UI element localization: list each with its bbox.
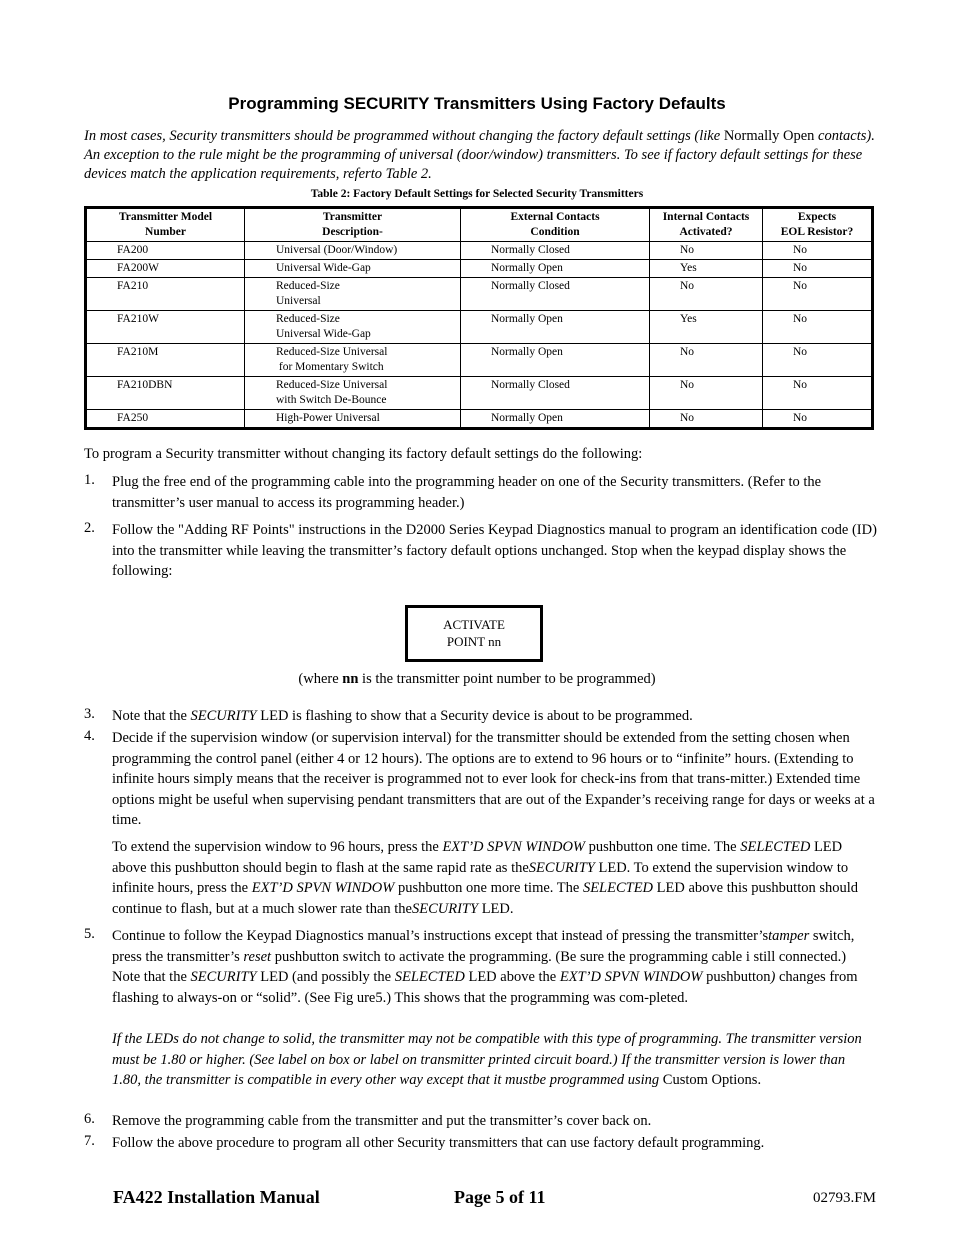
cell-model: FA200: [86, 242, 245, 260]
cell-external: Normally Open: [461, 344, 650, 377]
footer-document-code: 02793.FM: [813, 1190, 876, 1206]
intro-text-cont: contacts). An exception to the rule might be the programming of universal (door/window) transmitters. To see if factory default settings for these devices match the application requirements, referto Table 2.: [84, 128, 875, 182]
table-row: [86, 242, 873, 260]
step-3-text: Note that the SECURITY LED is flashing to show that a Security device is about to be programmed.: [112, 708, 693, 724]
step-number: 4.: [84, 728, 95, 744]
step-number: 6.: [84, 1111, 95, 1127]
header-eol-resistor: Expects EOL Resistor?: [763, 208, 873, 242]
table-row: [86, 410, 873, 429]
where-note: (where nn is the transmitter point number to be programmed): [298, 671, 656, 687]
cell-eol: No: [763, 242, 873, 260]
step-number: 1.: [84, 472, 95, 488]
cell-internal: No: [650, 377, 763, 410]
step-number: 3.: [84, 706, 95, 722]
cell-eol: No: [763, 311, 873, 344]
cell-description: Reduced-Size Universal for Momentary Switch: [245, 344, 461, 377]
table-row: [86, 278, 873, 311]
step-6-text: Remove the programming cable from the transmitter and put the transmitter’s cover back on.: [112, 1113, 652, 1129]
step-number: 5.: [84, 926, 95, 942]
cell-model: FA210W: [86, 311, 245, 344]
cell-model: FA210DBN: [86, 377, 245, 410]
cell-description: Reduced-Size Universal: [245, 278, 461, 311]
step-5-note: If the LEDs do not change to solid, the transmitter may not be compatible with this type of programming. The transmitter version must be 1.80 or higher. (See label on box or label on transmitter printed circuit board.) If the transmitter version is lower than 1.80, the transmitter is compatible in every other way except that it mustbe programmed using Custom Options.: [112, 1031, 862, 1088]
display-line-2: POINT nn: [446, 634, 502, 649]
intro-text: In most cases, Security transmitters should be programmed without changing the factory default settings (like: [84, 128, 724, 144]
defaults-table: [84, 206, 874, 430]
cell-description: Universal (Door/Window): [245, 242, 461, 260]
cell-model: FA210: [86, 278, 245, 311]
header-description: Transmitter Description-: [245, 208, 461, 242]
header-model: Transmitter Model Number: [86, 208, 245, 242]
footer-manual-title: FA422 Installation Manual: [113, 1187, 320, 1207]
cell-description: Reduced-Size Universal with Switch De-Bounce: [245, 377, 461, 410]
step-7-text: Follow the above procedure to program all other Security transmitters that can use factory default programming.: [112, 1135, 765, 1151]
cell-external: Normally Closed: [461, 242, 650, 260]
cell-eol: No: [763, 377, 873, 410]
table-row: [86, 344, 873, 377]
cell-external: Normally Open: [461, 260, 650, 278]
cell-eol: No: [763, 410, 873, 429]
cell-internal: No: [650, 344, 763, 377]
cell-description: Reduced-Size Universal Wide-Gap: [245, 311, 461, 344]
cell-description: Universal Wide-Gap: [245, 260, 461, 278]
step-5-text: Continue to follow the Keypad Diagnostics manual’s instructions except that instead of pressing the transmitter’stamper switch, press the transmitter’s reset pushbutton switch to activate the programming. (Be sure the programming cable i still connected.) Note that the SECURITY LED (and possibly the SELECTED LED above the EXT’D SPVN WINDOW pushbutton) changes from flashing to always-on or “solid”. (See Fig ure5.) This shows that the programming was com-pleted.: [112, 928, 858, 1006]
page-heading: Programming SECURITY Transmitters Using Factory Defaults: [228, 94, 726, 113]
header-internal-contacts: Internal Contacts Activated?: [650, 208, 763, 242]
table-caption: Table 2: Factory Default Settings for Selected Security Transmitters: [310, 188, 644, 200]
table-row: [86, 260, 873, 278]
cell-internal: No: [650, 410, 763, 429]
lead-paragraph: To program a Security transmitter without changing its factory default settings do the following:: [84, 446, 643, 462]
cell-internal: Yes: [650, 311, 763, 344]
step-number: 2.: [84, 520, 95, 536]
cell-external: Normally Closed: [461, 377, 650, 410]
cell-eol: No: [763, 344, 873, 377]
cell-external: Normally Closed: [461, 278, 650, 311]
step-1-text: Plug the free end of the programming cable into the programming header on one of the Security transmitters. (Refer to the transmitter’s user manual to access its programming header.): [112, 474, 822, 511]
header-external-contacts: External Contacts Condition: [461, 208, 650, 242]
table-row: [86, 377, 873, 410]
keypad-display: [405, 605, 543, 662]
intro-upright-text: Normally Open: [723, 128, 815, 144]
display-line-1: ACTIVATE: [443, 617, 505, 632]
cell-model: FA200W: [86, 260, 245, 278]
cell-external: Normally Open: [461, 311, 650, 344]
step-4-paragraph-2: To extend the supervision window to 96 hours, press the EXT’D SPVN WINDOW pushbutton one time. The SELECTED LED above this pushbutton should begin to flash at the same rapid rate as theSECURITY LED. To extend the supervision window to infinite hours, press the EXT’D SPVN WINDOW pushbutton one more time. The SELECTED LED above this pushbutton should continue to flash, but at a much slower rate than theSECURITY LED.: [112, 839, 859, 917]
table-header-row: [86, 208, 873, 242]
cell-eol: No: [763, 260, 873, 278]
footer-page-number: Page 5 of 11: [454, 1187, 546, 1207]
cell-internal: Yes: [650, 260, 763, 278]
cell-model: FA250: [86, 410, 245, 429]
cell-internal: No: [650, 242, 763, 260]
step-4-text: Decide if the supervision window (or supervision interval) for the transmitter should be extended from the setting chosen when programming the control panel (either 4 or 12 hours). The options are to extend to 96 hours or to “infinite” hours. (Extending to infinite hours simply means that the receiver is programmed not to ever look for check-ins from that trans-mitter.) Extended time options might be useful when supervising pendant transmitters that are out of the Expander’s receiving range for days or weeks at a time.: [112, 730, 875, 828]
step-2-text: Follow the "Adding RF Points" instructions in the D2000 Series Keypad Diagnostics manual to program an identification code (ID) into the transmitter while leaving the transmitter’s factory default options unchanged. Stop when the keypad display shows the following:: [112, 522, 877, 579]
cell-model: FA210M: [86, 344, 245, 377]
cell-internal: No: [650, 278, 763, 311]
cell-eol: No: [763, 278, 873, 311]
intro-paragraph: [84, 127, 876, 184]
cell-description: High-Power Universal: [245, 410, 461, 429]
cell-external: Normally Open: [461, 410, 650, 429]
table-row: [86, 311, 873, 344]
step-number: 7.: [84, 1133, 95, 1149]
